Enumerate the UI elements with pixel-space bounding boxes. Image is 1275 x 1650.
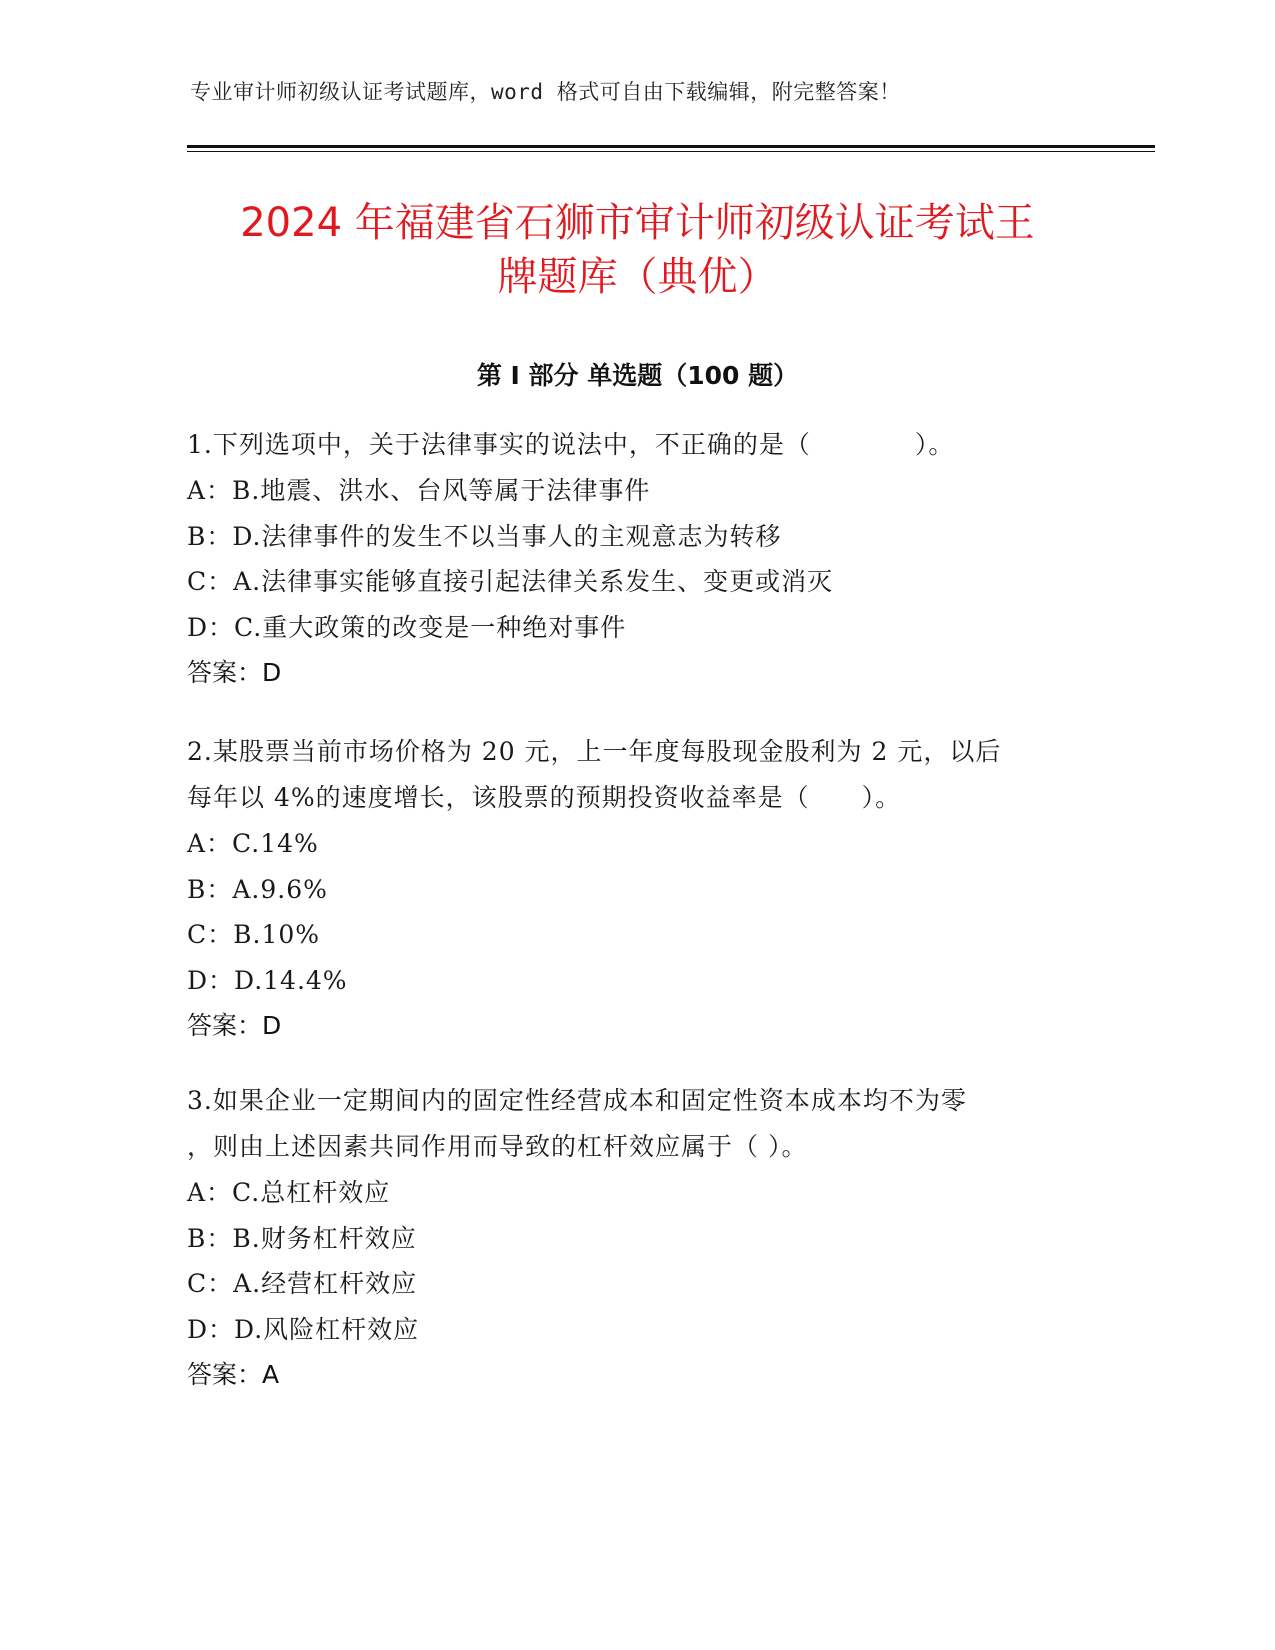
question-stem-line: 每年以 4%的速度增长，该股票的预期投资收益率是（ ）。 [187, 783, 902, 812]
document-title-line-2: 牌题库（典优） [497, 254, 778, 300]
question-answer: 答案：A [187, 1360, 280, 1389]
question-option-a: A：B.地震、洪水、台风等属于法律事件 [187, 476, 651, 505]
question-answer: 答案：D [187, 1011, 282, 1040]
section-heading: 第 I 部分 单选题（100 题） [476, 361, 799, 390]
question-option-c: C：A.法律事实能够直接引起法律关系发生、变更或消灭 [187, 567, 834, 596]
question-answer: 答案：D [187, 658, 282, 687]
question-stem-line: 3.如果企业一定期间内的固定性经营成本和固定性资本成本均不为零 [187, 1086, 967, 1115]
question-stem-line: 1.下列选项中，关于法律事实的说法中，不正确的是（ ）。 [187, 430, 955, 459]
question-option-c: C：B.10% [187, 920, 321, 949]
question-option-d: D：C.重大政策的改变是一种绝对事件 [187, 612, 627, 642]
question-option-a: A：C.14% [187, 829, 319, 858]
question-option-d: D：D.14.4% [187, 965, 348, 995]
question-option-b: B：A.9.6% [187, 874, 328, 904]
header-rule-thin [187, 151, 1155, 152]
question-stem-line: 2.某股票当前市场价格为 20 元，上一年度每股现金股利为 2 元，以后 [187, 737, 1002, 766]
header-note: 专业审计师初级认证考试题库，word 格式可自由下载编辑，附完整答案！ [190, 80, 901, 104]
question-option-d: D：D.风险杠杆效应 [187, 1314, 420, 1344]
question-2 [187, 729, 1087, 1049]
question-option-a: A：C.总杠杆效应 [187, 1178, 391, 1207]
question-option-c: C：A.经营杠杆效应 [187, 1269, 418, 1298]
question-3 [187, 1078, 1087, 1398]
question-option-b: B：B.财务杠杆效应 [187, 1223, 417, 1253]
header-rule-thick [187, 145, 1155, 148]
document-title-line-1: 2024 年福建省石狮市审计师初级认证考试王 [240, 200, 1035, 246]
document-title [160, 196, 1115, 304]
question-1 [187, 422, 1087, 696]
question-option-b: B：D.法律事件的发生不以当事人的主观意志为转移 [187, 521, 782, 551]
question-stem-line: ，则由上述因素共同作用而导致的杠杆效应属于（ ）。 [187, 1132, 808, 1161]
